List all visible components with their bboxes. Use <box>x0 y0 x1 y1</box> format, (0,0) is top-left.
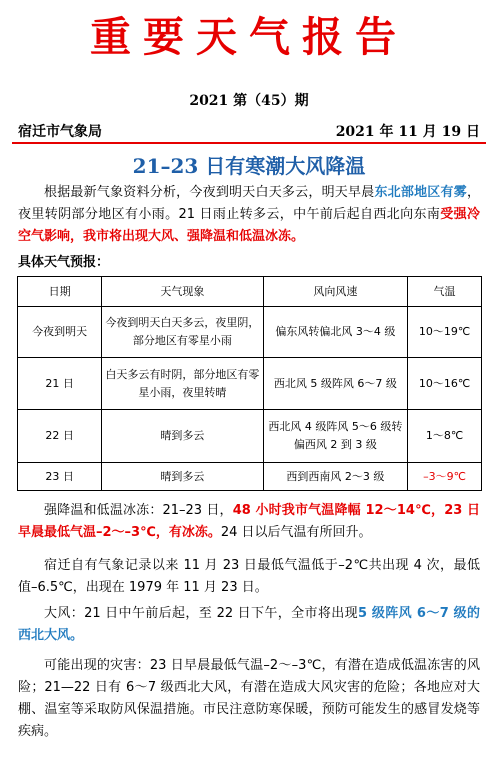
row-weather: 晴到多云 <box>102 463 263 491</box>
header-weather: 天气现象 <box>102 277 263 307</box>
header-date: 日期 <box>18 277 102 307</box>
wind-lead: 大风：21 日中午前后起，至 22 日下午，全市将出现 <box>44 606 358 621</box>
wind-paragraph <box>18 603 480 647</box>
row-date: 21 日 <box>18 358 102 410</box>
table-row <box>18 410 482 463</box>
wind-highlight: 5 级阵风 6～7 级的西北大风。 <box>18 606 481 643</box>
header-wind: 风向风速 <box>263 277 408 307</box>
record-paragraph: 宿迁自有气象记录以来 11 月 23 日最低气温低于–2℃共出现 4 次，最低值–6.5℃，出现在 1979 年 11 月 23 日。 <box>18 558 480 595</box>
red-divider <box>12 142 486 144</box>
row-temp: 10～16℃ <box>408 358 482 410</box>
cooling-tail: 24 日以后气温有所回升。 <box>220 525 372 540</box>
report-date: 2021 年 11 月 19 日 <box>335 124 480 140</box>
forecast-table <box>17 276 482 491</box>
cooling-paragraph <box>18 500 480 544</box>
table-row <box>18 463 482 491</box>
row-wind: 偏东风转偏北风 3～4 级 <box>263 307 408 358</box>
table-header-row <box>18 277 482 307</box>
row-date: 22 日 <box>18 410 102 463</box>
row-temp: 1～8℃ <box>408 410 482 463</box>
row-weather: 今夜到明天白天多云，夜里阴，部分地区有零星小雨 <box>102 307 263 358</box>
intro-text-2: ，夜里转阴部分地区有小雨。21 日雨止转多云，中午前后起自西北向东南 <box>18 185 480 222</box>
intro-coldwave-highlight: 受强冷空气影响，我市将出现大风、强降温和低温冰冻。 <box>18 207 480 244</box>
forecast-lead: 具体天气预报： <box>18 255 110 270</box>
row-date: 今夜到明天 <box>18 307 102 358</box>
row-date: 23 日 <box>18 463 102 491</box>
row-wind: 西北风 4 级阵风 5～6 级转偏西风 2 到 3 级 <box>263 410 408 463</box>
agency-name: 宿迁市气象局 <box>18 124 102 140</box>
intro-fog-highlight: 东北部地区有雾 <box>374 185 467 200</box>
intro-text: 根据最新气象资料分析，今夜到明天白天多云，明天早晨 <box>44 185 375 200</box>
row-temp: 10～19℃ <box>408 307 482 358</box>
intro-paragraph <box>18 182 480 248</box>
report-title: 重要天气报告 <box>90 13 408 61</box>
meta-row <box>18 121 480 141</box>
row-weather: 白天多云有时阴，部分地区有零星小雨，夜里转晴 <box>102 358 263 410</box>
cooling-highlight: 48 小时我市气温降幅 12～14℃，23 日早晨最低气温–2～–3℃，有冰冻。 <box>18 503 480 540</box>
table-row <box>18 307 482 358</box>
row-temp: –3～9℃ <box>408 463 482 491</box>
hazard-paragraph: 可能出现的灾害：23 日早晨最低气温–2～–3℃，有潜在造成低温冻害的风险；21—22 日有 6～7 级西北大风，有潜在造成大风灾害的危险；各地应对大棚、温室等采取防风保温措施。市民注意防寒保暖，预防可能发生的感冒发烧等疾病。 <box>18 658 480 739</box>
header-temp: 气温 <box>408 277 482 307</box>
row-weather: 晴到多云 <box>102 410 263 463</box>
table-row <box>18 358 482 410</box>
headline: 21–23 日有寒潮大风降温 <box>132 154 366 178</box>
issue-number: 2021 第（45）期 <box>189 93 309 109</box>
cooling-lead: 强降温和低温冰冻：21–23 日， <box>44 503 233 518</box>
row-wind: 西北风 5 级阵风 6～7 级 <box>263 358 408 410</box>
row-wind: 西到西南风 2～3 级 <box>263 463 408 491</box>
